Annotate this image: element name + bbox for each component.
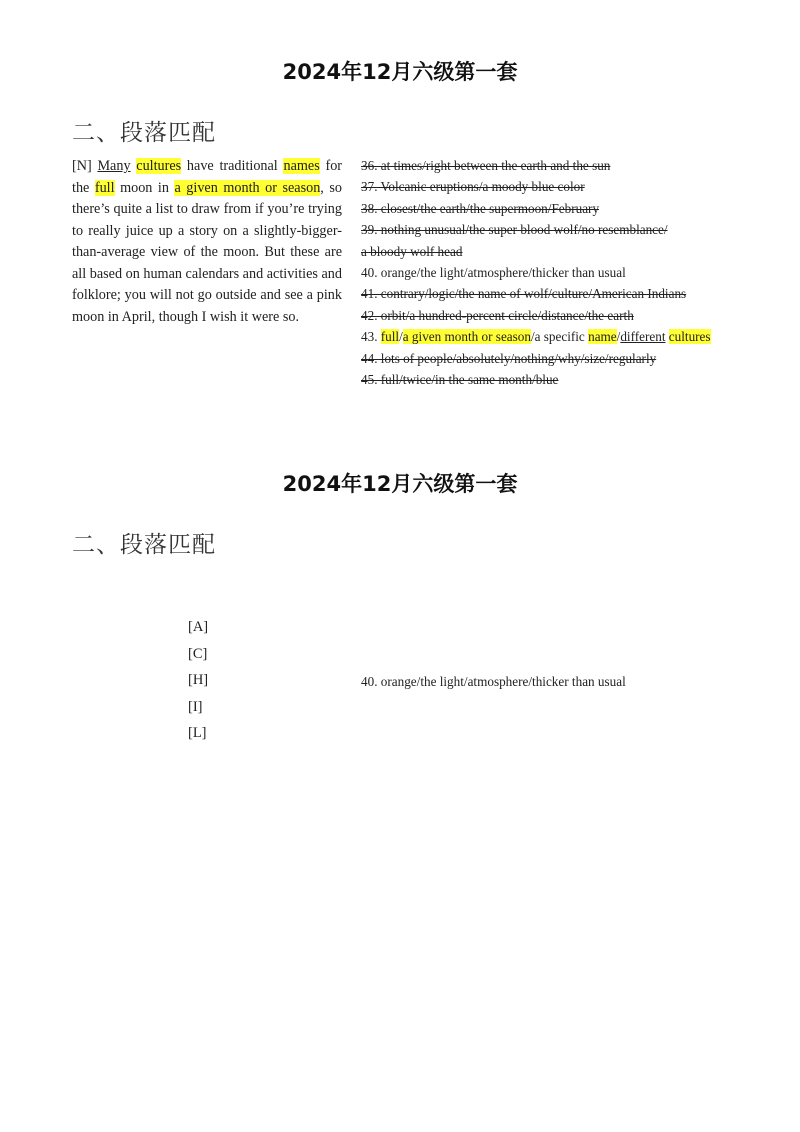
separator: / (399, 329, 403, 345)
paragraph-letter: [A] (188, 619, 209, 635)
paragraph-letter: [I] (188, 698, 203, 715)
passage-text: for the (72, 158, 343, 196)
remaining-paragraph-letters (188, 614, 208, 747)
answer-43-number: 43. (361, 329, 381, 345)
answer-36: 36. at times/right between the earth and the sun (361, 158, 611, 173)
separator: / (616, 329, 621, 345)
answer-42: 42. orbit/a hundred-percent circle/distance/the earth (361, 307, 634, 323)
passage-text: moon in (114, 179, 175, 196)
passage-paragraph-n (72, 156, 342, 328)
answer-44: 44. lots of people/absolutely/nothing/why/size/regularly (361, 350, 657, 366)
answer-keyword-list (361, 155, 781, 390)
highlight-full: full (94, 179, 115, 196)
paragraph-letter: [L] (188, 725, 207, 742)
page-title: 2024年12月六级第一套 (282, 472, 518, 496)
passage-text: , so there’s quite a list to draw from if you’re trying to really juice up a story on a slightly-bigger-than-average view of the moon. But these are all based on human calendars and activities and folklore; you will not go outside and see a pink moon in April, though I wish it were so. (72, 179, 342, 325)
paragraph-letter: [C] (188, 645, 208, 662)
answer-41: 41. contrary/logic/the name of wolf/culture/American Indians (361, 286, 687, 302)
answer-40: 40. orange/the light/atmosphere/thicker than usual (361, 264, 626, 280)
answer-text: /a specific (530, 329, 589, 345)
section-heading: 二、段落匹配 (72, 120, 216, 146)
paragraph-letter: [H] (188, 672, 209, 689)
answer-39-line1: 39. nothing unusual/the super blood wolf/no resemblance/ (361, 222, 668, 238)
highlight-cultures: cultures (668, 329, 711, 345)
paragraph-label: [N] (72, 158, 92, 174)
highlight-given-month: a given month or season (402, 329, 531, 345)
answer-43 (361, 326, 781, 347)
answer-40-remaining: 40. orange/the light/atmosphere/thicker than usual (361, 674, 626, 689)
highlight-full: full (380, 329, 400, 345)
underlined-word-many: Many (97, 158, 131, 174)
answer-38: 38. closest/the earth/the supermoon/February (361, 200, 600, 216)
answer-39-line2: a bloody wolf head (361, 243, 463, 259)
answer-45: 45. full/twice/in the same month/blue (361, 371, 559, 387)
highlight-names: names (283, 158, 320, 174)
answer-37: 37. Volcanic eruptions/a moody blue color (361, 179, 585, 195)
page-title: 2024年12月六级第一套 (282, 60, 518, 84)
section-heading: 二、段落匹配 (72, 532, 216, 558)
highlight-cultures: cultures (136, 158, 182, 174)
highlight-given-month: a given month or season (174, 179, 321, 196)
underlined-word-different: different (620, 329, 666, 345)
passage-text: have traditional (181, 158, 284, 174)
highlight-name: name (588, 329, 617, 345)
